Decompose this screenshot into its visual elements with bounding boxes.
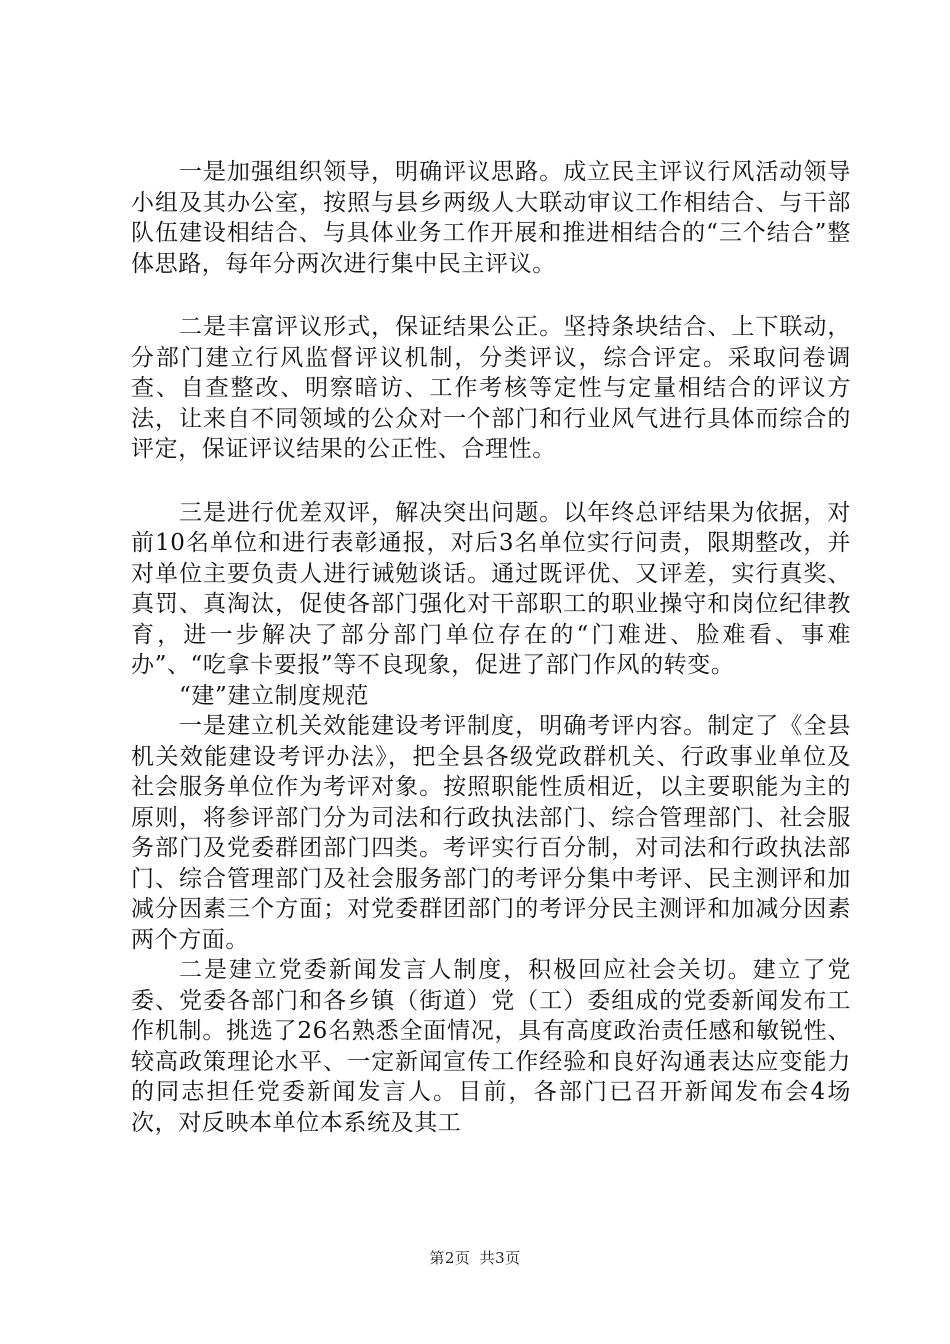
section-heading: “建”建立制度规范 — [179, 682, 369, 709]
page-number: 第2页 — [429, 1249, 471, 1267]
page-total: 共3页 — [479, 1249, 521, 1267]
paragraph-efficiency-assessment: 一是建立机关效能建设考评制度，明确考评内容。制定了《全县机关效能建设考评办法》，把全县各级党政群机关、行政事业单位及社会服务单位作为考评对象。按照职能性质相近，以主要职能为主的原则，将参评部门分为司法和行政执法部门、综合管理部门、社会服务部门及党委群团部门四类。考评实行百分制，对司法和行政执法部门、综合管理部门及社会服务部门的考评分集中考评、民主测评和加减分因素三个方面；对党委群团部门的考评分民主测评和加减分因素两个方面。 — [131, 713, 851, 953]
paragraph-evaluation-forms: 二是丰富评议形式，保证结果公正。坚持条块结合、上下联动，分部门建立行风监督评议机制，分类评议，综合评定。采取问卷调查、自查整改、明察暗访、工作考核等定性与定量相结合的评议方法，让来自不同领域的公众对一个部门和行业风气进行具体而综合的评定，保证评议结果的公正性、合理性。 — [131, 314, 851, 462]
paragraph-spokesperson-system: 二是建立党委新闻发言人制度，积极回应社会关切。建立了党委、党委各部门和各乡镇（街道）党（工）委组成的党委新闻发布工作机制。挑选了26名熟悉全面情况，具有高度政治责任感和敏锐性、较高政策理论水平、一定新闻宣传工作经验和良好沟通表达应变能力的同志担任党委新闻发言人。目前，各部门已召开新闻发布会4场次，对反映本单位本系统及其工 — [131, 957, 851, 1136]
page-footer — [0, 1247, 950, 1268]
paragraph-organization-leadership: 一是加强组织领导，明确评议思路。成立民主评议行风活动领导小组及其办公室，按照与县乡两级人大联动审议工作相结合、与干部队伍建设相结合、与具体业务工作开展和推进相结合的“三个结合”整体思路，每年分两次进行集中民主评议。 — [131, 159, 851, 277]
paragraph-dual-evaluation: 三是进行优差双评，解决突出问题。以年终总评结果为依据，对前10名单位和进行表彰通报，对后3名单位实行问责，限期整改，并对单位主要负责人进行诫勉谈话。通过既评优、又评差，实行真奖、真罚、真淘汰，促使各部门强化对干部职工的职业操守和岗位纪律教育，进一步解决了部分部门单位存在的“门难进、脸难看、事难办”、“吃拿卡要报”等不良现象，促进了部门作风的转变。 — [131, 499, 851, 678]
document-body — [131, 157, 851, 1138]
